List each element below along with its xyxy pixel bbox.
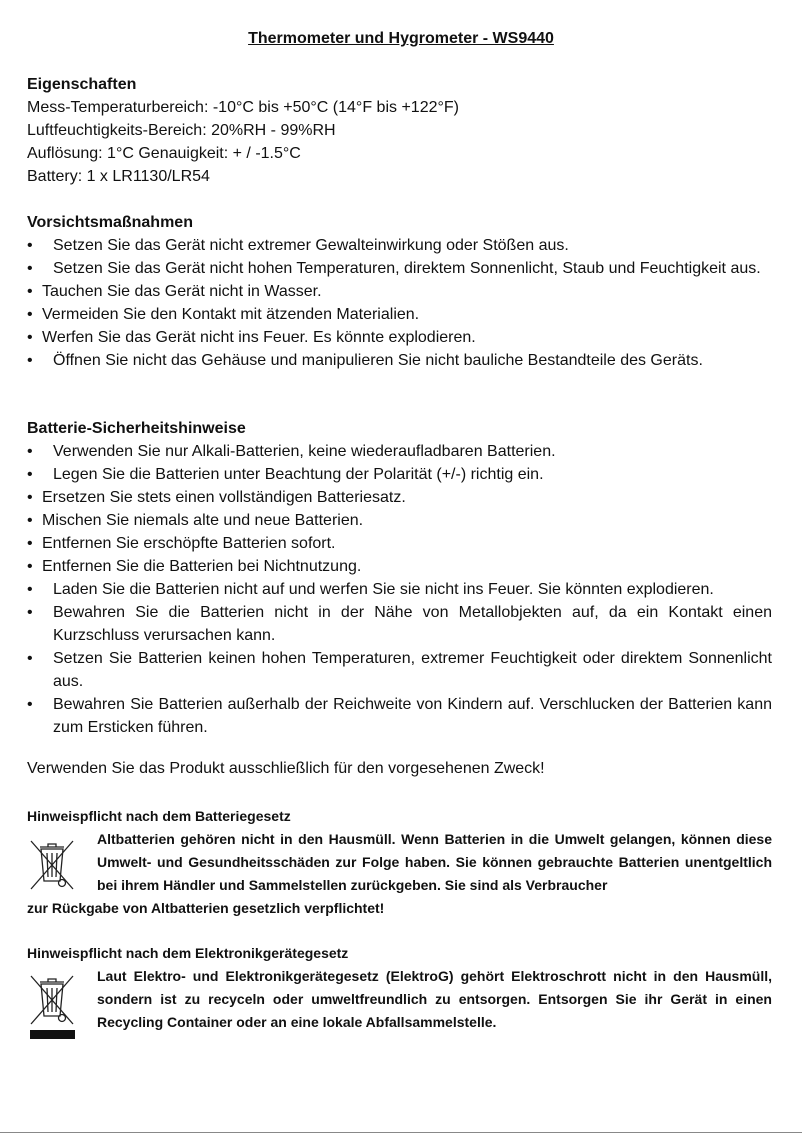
list-item-text: Bewahren Sie die Batterien nicht in der Nähe von Metallobjekten auf, da ein Kontakt einen Kurzschluss verursachen kann. <box>53 604 772 644</box>
list-item-text: Tauchen Sie das Gerät nicht in Wasser. <box>42 283 322 300</box>
list-item-text: Verwenden Sie nur Alkali-Batterien, keine wiederaufladbaren Batterien. <box>53 443 556 460</box>
battery-safety-section <box>27 417 772 739</box>
property-line: Luftfeuchtigkeits-Bereich: 20%RH - 99%RH <box>27 122 336 139</box>
bullet-icon: • <box>27 650 33 667</box>
bullet-icon: • <box>27 443 33 460</box>
list-item-text: Legen Sie die Batterien unter Beachtung der Polarität (+/-) richtig ein. <box>53 466 544 483</box>
bullet-icon: • <box>27 604 33 621</box>
bullet-icon: • <box>27 466 33 483</box>
battery-law-tail: zur Rückgabe von Altbatterien gesetzlich verpflichtet! <box>27 900 385 916</box>
properties-section <box>27 73 772 188</box>
electronics-law-heading: Hinweispflicht nach dem Elektronikgerätegesetz <box>27 945 349 961</box>
list-item <box>27 693 772 739</box>
list-item-text: Entfernen Sie erschöpfte Batterien sofort. <box>42 535 336 552</box>
list-item-text: Werfen Sie das Gerät nicht ins Feuer. Es könnte explodieren. <box>42 329 476 346</box>
list-item <box>27 234 772 257</box>
list-item-text: Entfernen Sie die Batterien bei Nichtnutzung. <box>42 558 362 575</box>
properties-heading: Eigenschaften <box>27 76 137 93</box>
list-item <box>27 257 772 280</box>
battery-safety-heading: Batterie-Sicherheitshinweise <box>27 420 246 437</box>
electronics-law-section <box>27 942 772 1034</box>
closing-note: Verwenden Sie das Produkt ausschließlich für den vorgesehenen Zweck! <box>27 760 545 777</box>
battery-law-text: Altbatterien gehören nicht in den Hausmüll. Wenn Batterien in die Umwelt gelangen, können diese Umwelt- und Gesundheitsschäden zur Folge haben. Sie können gebrauchte Batterien unentgeltlich bei ihrem Händler und Sammelstellen zurückgeben. Sie sind als Verbraucher <box>97 831 772 893</box>
list-item-text: Setzen Sie das Gerät nicht extremer Gewalteinwirkung oder Stößen aus. <box>53 237 569 254</box>
list-item-text: Mischen Sie niemals alte und neue Batterien. <box>42 512 364 529</box>
list-item <box>27 601 772 647</box>
bullet-icon: • <box>27 306 33 323</box>
list-item-text: Ersetzen Sie stets einen vollständigen Batteriesatz. <box>42 489 406 506</box>
list-item <box>27 303 772 326</box>
list-item <box>27 326 772 349</box>
list-item-text: Öffnen Sie nicht das Gehäuse und manipulieren Sie nicht bauliche Bestandteile des Geräts. <box>53 352 703 369</box>
bullet-icon: • <box>27 237 33 254</box>
crossed-out-wheelie-bin-with-bar-icon <box>27 968 77 1047</box>
property-line: Mess-Temperaturbereich: -10°C bis +50°C (14°F bis +122°F) <box>27 99 459 116</box>
battery-law-section <box>27 805 772 920</box>
bullet-icon: • <box>27 696 33 713</box>
list-item-text: Bewahren Sie Batterien außerhalb der Reichweite von Kindern auf. Verschlucken der Batterien kann zum Ersticken führen. <box>53 696 772 736</box>
list-item <box>27 578 772 601</box>
list-item-text: Laden Sie die Batterien nicht auf und werfen Sie sie nicht ins Feuer. Sie könnten explodieren. <box>53 581 714 598</box>
list-item <box>27 440 772 463</box>
battery-law-heading: Hinweispflicht nach dem Batteriegesetz <box>27 808 291 824</box>
bullet-icon: • <box>27 352 33 369</box>
list-item-text: Setzen Sie Batterien keinen hohen Temperaturen, extremer Feuchtigkeit oder direktem Sonnenlicht aus. <box>53 650 772 690</box>
list-item <box>27 532 772 555</box>
list-item <box>27 647 772 693</box>
list-item <box>27 349 772 372</box>
list-item <box>27 280 772 303</box>
property-line: Battery: 1 x LR1130/LR54 <box>27 168 210 185</box>
list-item-text: Vermeiden Sie den Kontakt mit ätzenden Materialien. <box>42 306 420 323</box>
list-item <box>27 463 772 486</box>
bullet-icon: • <box>27 558 33 575</box>
precautions-heading: Vorsichtsmaßnahmen <box>27 214 193 231</box>
bullet-icon: • <box>27 535 33 552</box>
list-item <box>27 509 772 532</box>
bullet-icon: • <box>27 581 33 598</box>
precautions-section <box>27 211 772 372</box>
bullet-icon: • <box>27 260 33 277</box>
document-title: Thermometer und Hygrometer - WS9440 <box>248 30 554 47</box>
electronics-law-text: Laut Elektro- und Elektronikgerätegesetz (ElektroG) gehört Elektroschrott nicht in den Hausmüll, sondern ist zu recyceln oder umweltfreundlich zu entsorgen. Entsorgen Sie ihr Gerät in einen Recycling Container oder an eine lokale Abfallsammelstelle. <box>97 968 772 1030</box>
list-item <box>27 486 772 509</box>
bullet-icon: • <box>27 512 33 529</box>
bullet-icon: • <box>27 283 33 300</box>
precautions-list <box>27 234 772 372</box>
list-item <box>27 555 772 578</box>
property-line: Auflösung: 1°C Genauigkeit: + / -1.5°C <box>27 145 301 162</box>
list-item-text: Setzen Sie das Gerät nicht hohen Temperaturen, direktem Sonnenlicht, Staub und Feuchtigkeit aus. <box>53 260 761 277</box>
battery-safety-list <box>27 440 772 739</box>
page-bottom-divider <box>0 1132 802 1133</box>
bullet-icon: • <box>27 329 33 346</box>
bullet-icon: • <box>27 489 33 506</box>
crossed-out-wheelie-bin-icon <box>27 833 77 896</box>
